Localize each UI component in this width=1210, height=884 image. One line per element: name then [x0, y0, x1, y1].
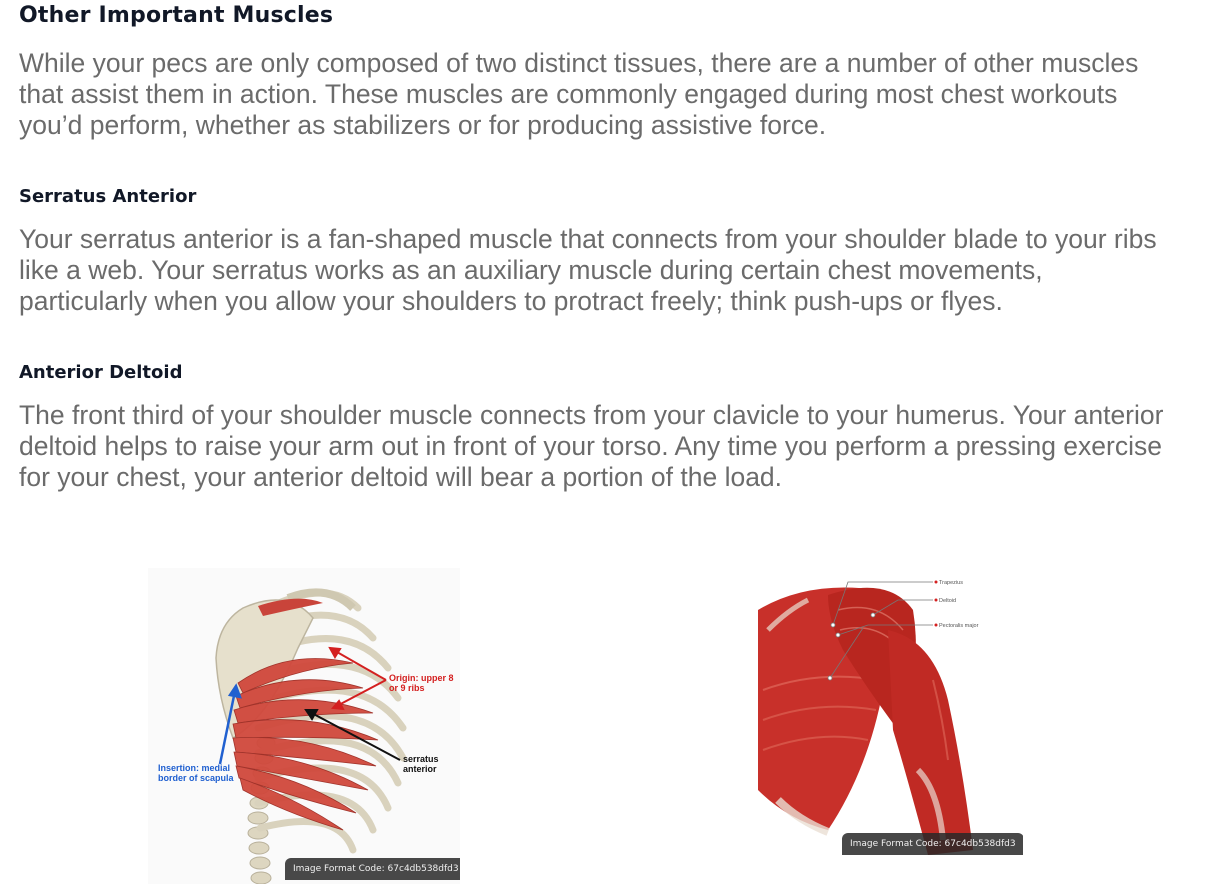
trapezius-label: Trapezius — [939, 580, 963, 586]
arm-muscle — [888, 630, 973, 855]
deltoid-paragraph: The front third of your shoulder muscle connects from your clavicle to your humerus. Your anterior deltoid helps to raise your arm out in front of your torso. Any time you perform a pressing exercise for your chest, your anterior deltoid will bear a portion of the load. — [19, 400, 1164, 492]
serratus-anatomy-figure — [148, 568, 460, 884]
serratus-paragraph: Your serratus anterior is a fan-shaped muscle that connects from your shoulder blade to your ribs like a web. Your serratus works as an auxiliary muscle during certain chest movements, particularly when you allow your shoulders to protract freely; think push-ups or flyes. — [19, 224, 1157, 316]
insertion-label-line1: Insertion: medial — [158, 763, 231, 773]
muscle-label-line2: anterior — [403, 764, 437, 774]
deltoid-label: Deltoid — [939, 598, 957, 604]
serratus-illustration — [148, 568, 460, 884]
muscle-label-line1: serratus — [403, 754, 439, 764]
intro-paragraph: While your pecs are only composed of two distinct tissues, there are a number of other muscles that assist them in action. These muscles are commonly engaged during most chest workouts you’d perform, whether as stabilizers or for producing assistive force. — [19, 48, 1139, 140]
subheading-deltoid: Anterior Deltoid — [19, 362, 183, 383]
image-format-badge: Image Format Code: 67c4db538dfd3 — [285, 858, 460, 880]
image-format-badge: Image Format Code: 67c4db538dfd3 — [842, 833, 1023, 855]
pectoralis-label: Pectoralis major — [939, 623, 979, 629]
origin-label-line2: or 9 ribs — [389, 683, 425, 693]
insertion-label-line2: border of scapula — [158, 773, 234, 783]
deltoid-anatomy-figure — [748, 570, 1023, 860]
subheading-serratus: Serratus Anterior — [19, 186, 197, 207]
origin-label-line1: Origin: upper 8 — [389, 673, 454, 683]
section-heading: Other Important Muscles — [19, 3, 334, 28]
deltoid-illustration — [748, 570, 1023, 860]
